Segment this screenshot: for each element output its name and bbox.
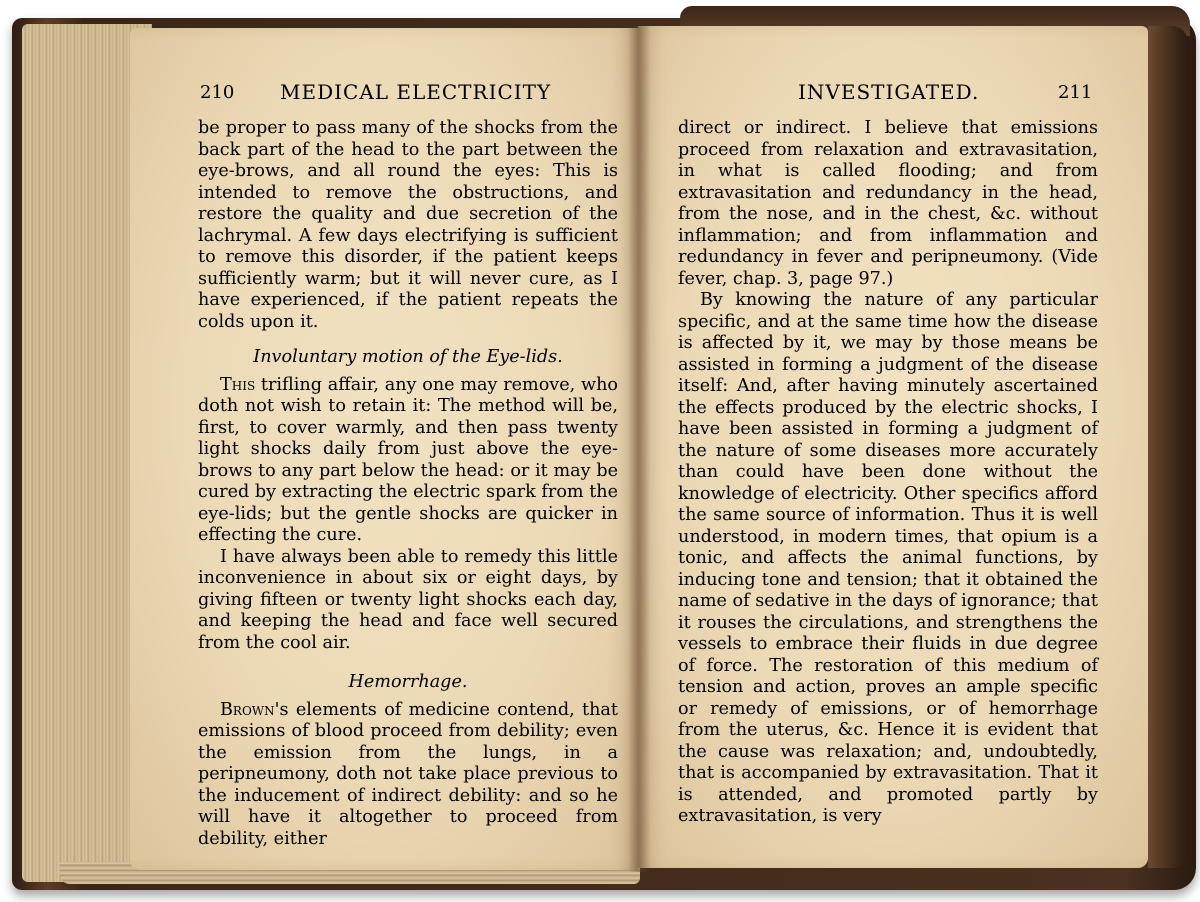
paragraph: direct or indirect. I believe that emissions proceed from relaxation and extravasitation, in what is called flooding; and from extravasitation and redundancy in the head, from the nose, and in the chest, &c. without inflammation; and from inflammation and redundancy in fever and peripneumony. (Vide fever, chap. 3, page 97.): [678, 118, 1098, 289]
left-page-body: [198, 118, 618, 850]
paragraph-lead-word: This: [220, 374, 256, 395]
right-page-body: [678, 118, 1098, 828]
paragraph: I have always been able to remedy this little inconvenience in about six or eight days, by giving fifteen or twenty light shocks each day, and keeping the head and face well secured from the cool air.: [198, 546, 618, 653]
left-running-head: MEDICAL ELECTRICITY: [280, 80, 552, 104]
paragraph: [198, 700, 618, 851]
paragraph-text: 's elements of medicine contend, that emissions of blood proceed from debility; even the emission from the lungs, in a peripneumony, doth not take place previous to the inducement of indirect debility: and so he will have it altogether to proceed from debility, either: [198, 699, 618, 849]
book-cover-right-edge: [1148, 26, 1188, 868]
book-gutter: [628, 26, 650, 872]
section-heading: Involuntary motion of the Eye-lids.: [253, 347, 563, 367]
section-heading: Hemorrhage.: [348, 672, 468, 692]
right-page-number: 211: [1058, 82, 1093, 103]
paragraph-text: trifling affair, any one may remove, who doth not wish to retain it: The method will be, first, to cover warmly, and then pass twenty light shocks daily from just above the eye-brows to any part below the head: or it may be cured by extracting the electric spark from the eye-lids; but the gentle shocks are quicker in effecting the cure.: [198, 374, 619, 545]
paragraph: [198, 375, 618, 547]
right-running-head: INVESTIGATED.: [798, 80, 980, 104]
left-page-number: 210: [200, 82, 235, 103]
paragraph-lead-word: Brown: [220, 699, 275, 720]
paragraph: be proper to pass many of the shocks from the back part of the head to the part between the eye-brows, and all round the eyes: This is intended to remove the obstructions, and restore the quality and due secretion of the lachrymal. A few days electrifying is sufficient to remove this disorder, if the patient keeps sufficiently warm; but it will never cure, as I have experienced, if the patient repeats the colds upon it.: [198, 118, 618, 332]
paragraph: By knowing the nature of any particular specific, and at the same time how the disease is affected by it, we may by those means be assisted in forming a judgment of the disease itself: And, after having minutely ascertained the effects produced by the electric shocks, I have been assisted in forming a judgment of the nature of some diseases more accurately than could have been done without the knowledge of electricity. Other specifics afford the same source of information. Thus it is well understood, in modern times, that opium is a tonic, and affects the animal functions, by inducing tone and tension; that it obtained the name of sedative in the days of ignorance; that it rouses the circulations, and strengthens the vessels to embrace their fluids in due degree of force. The restoration of this medium of tension and action, proves an ample specific or remedy of emissions, or of hemorrhage from the uterus, &c. Hence it is evident that the cause was relaxation; and, undoubtedly, that is accompanied by extravasitation. That it is attended, and promoted partly by extravasitation, is very: [678, 290, 1098, 826]
